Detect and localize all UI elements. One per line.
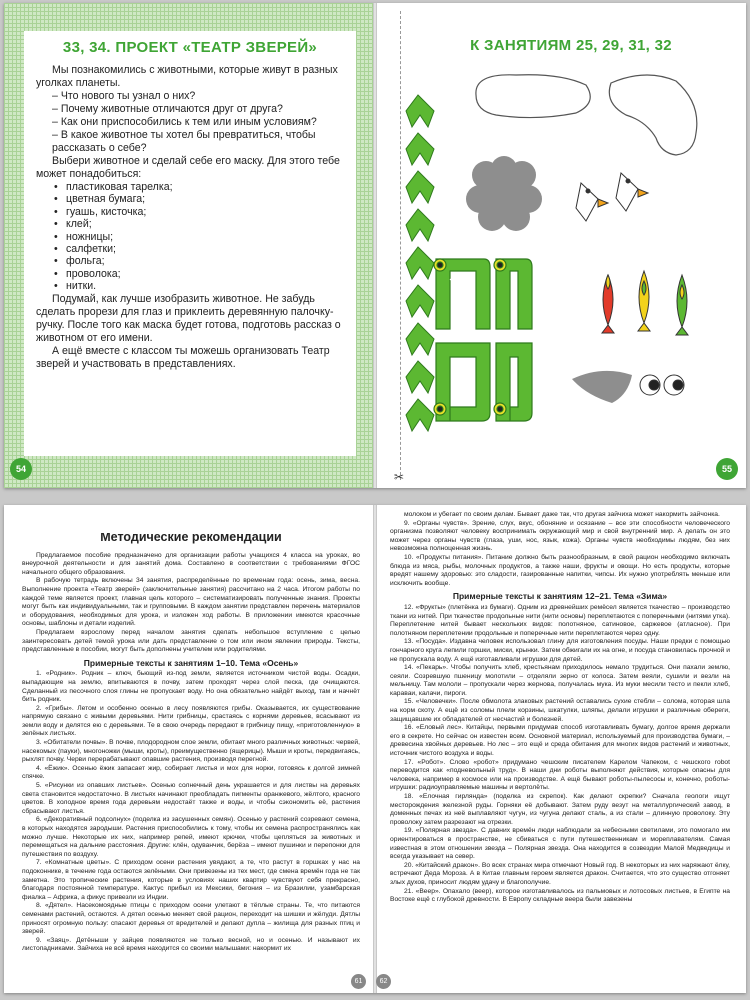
- lesson-text: 3. «Обитатели почвы». В почве, плодородном слое земли, обитает много различных животных: червей, насекомых (пауки), многоножки (мыши, кроты), преимущественно (ящерицы). Мыши и кроты, передвигаясь, рыхлят почву. Черви перерабатывают опавшие растения, производя перегной.: [22, 739, 360, 764]
- page-number: 62: [376, 974, 391, 989]
- lesson-text: 12. «Фрукты» (плетёнка из бумаги). Одним из древнейших ремёсел является ткачество – производство ткани из нитей. При ткачестве продольные нити (нити основы) переплетаются с поперечными (нитями утка). Переплетение нитей бывает нескольких видов: полотняное, сатиновое, саржевое (атласное). При полотняном переплетении продольные и поперечные нити переплетаются через одну.: [390, 603, 730, 637]
- think-text: Подумай, как лучше изобразить животное. Не забудь сделать прорези для глаз и приклеить деревянную палочку-ручку. После того как маска будет готова, подготовь рассказ о животном от его имени.: [36, 292, 341, 344]
- scissors-icon: ✂: [394, 470, 405, 484]
- top-spread: [4, 3, 746, 488]
- lesson-text: 21. «Веер». Опахало (веер), которое изготавливалось из пальмовых и лотосовых листьев, в Египте на Востоке ещё с глубокой древности. В Европу складные веера были завезены: [390, 887, 730, 904]
- material-item: • пластиковая тарелка;: [36, 181, 344, 193]
- lesson-text: 9. «Органы чувств». Зрение, слух, вкус, обоняние и осязание – все эти способности человеческого организма позволяют человеку воспринимать окружающий мир и свой внутренний мир. А делать он это может через органы чувств (глаза, уши, нос, язык, кожа). Органы чувств необходимы людям, без них невозможна полноценная жизнь.: [390, 519, 730, 553]
- beak-template: [572, 371, 632, 403]
- flower-template: [466, 156, 542, 231]
- lesson-text: 15. «Человечки». После обмолота злаковых растений оставались сухие стебли – солома, которая шла на корм скоту. А ещё из соломы плели корзины, шкатулки, шляпы, делали игрушки и различные обереги, защищавшие их обладателей от несчастий и болезней.: [390, 698, 730, 723]
- seagull-template: [576, 173, 648, 221]
- question-3: – Как они приспособились к тем или иным условиям?: [52, 116, 317, 128]
- lesson-text: 4. «Ёжик». Осенью ёжик запасает жир, собирает листья и мох для норки, готовясь к долгой зимней спячке.: [22, 764, 360, 781]
- section-title: Методические рекомендации: [100, 533, 282, 544]
- continuation-text: молоком и убегает по своим делам. Бывает даже так, что другая зайчиха может накормить зайчонка.: [404, 511, 720, 518]
- subsection-title: Примерные тексты к занятиям 12–21. Тема «Зима»: [452, 591, 668, 602]
- paragraph: В рабочую тетрадь включены 34 занятия, распределённые по временам года: осень, зима, весна. Выполнение проекта «Театр зверей» (заключительные занятия) рассчитано на 2 часа. Итогом работы по каждой теме является проект, главная цель которого – систематизировать полученные знания. Проекты могут быть как индивидуальными, так и групповыми. В каждом занятии представлен перечень материалов и оборудования, необходимых для урока, и изложен ход работы. В приложении имеются красочные основы, шаблоны и детали изделий.: [22, 577, 360, 628]
- page-title: 33, 34. ПРОЕКТ «ТЕАТР ЗВЕРЕЙ»: [62, 39, 318, 56]
- page-54: [4, 3, 374, 488]
- page-55: [376, 3, 746, 488]
- lesson-text: 13. «Посуда». Издавна человек использовал глину для изготовления посуды. Наши предки с помощью гончарного круга лепили горшки, миски, крынки. Затем обжигали их на огне, и посуда становилась прочной и не пропускала воду. А ещё изготавливали игрушки для детей.: [390, 638, 730, 663]
- material-item: • цветная бумага;: [36, 193, 344, 205]
- lesson-text: 16. «Еловый лес». Китайцы, первыми придумав способ изготавливать бумагу, долгое время держали его в секрете. Но сейчас он известен всем. Основной материал, используемый для производства бумаги, – древесина хвойных деревьев. Но лес – это ещё и среда обитания для многих видов растений и животных, источник чистого воздуха и воды.: [390, 724, 730, 758]
- fish-template: [602, 271, 688, 335]
- lesson-text: 19. «Полярная звезда». С давних времён люди наблюдали за небесными светилами, это помогало им ориентироваться в пространстве, не сбиваться с пути путешественникам и мореплавателям. Самая известная в этом отношении звезда – Полярная звезда. Она находится в созвездии Малой Медведицы и всегда указывает на север.: [390, 827, 730, 861]
- question-2: – Почему животные отличаются друг от друга?: [52, 103, 283, 115]
- lesson-text: 5. «Рисунки из опавших листьев». Осенью солнечный день украшается и для листвы на деревьях света становится недостаточно. В листьях начинают преобладать пигменты оранжевого, жёлтого, красного цветов. В холодное время года деревьям недостаёт также и воды, и чтобы сэкономить её, растения сбрасывают листья.: [22, 782, 360, 815]
- material-item: • нитки.: [36, 280, 344, 292]
- lesson-text: 2. «Грибы». Летом и особенно осенью в лесу появляются грибы. Оказывается, их существование напрямую связано с живыми деревьями. Нити грибницы, срастаясь с корнями деревьев, всасывают из земли воду и делятся ею с деревьями. Те в свою очередь передают в грибницу пищу, «приготовленную» в зелёных листьях.: [22, 704, 360, 738]
- lesson-text: 7. «Комнатные цветы». С приходом осени растения увядают, а те, что растут в горшках у нас на подоконнике, в течение года остаются зелёными. Они привезены из тех мест, где смена времён года не так заметна. Это тропические растения, которые в условиях наших квартир чувствуют себя прекрасно, благодаря постоянной температуре. Кактус прибыл из Мексики, бегония – из Бразилии, узамбарская фиалка – Африка, а фикус привезли из Индии.: [22, 859, 360, 901]
- question-1: – Что нового ты узнал о них?: [52, 90, 196, 102]
- page-title: К ЗАНЯТИЯМ 25, 29, 31, 32: [470, 37, 672, 54]
- bottom-spread: [4, 505, 746, 993]
- lesson-text: 20. «Китайский дракон». Во всех странах мира отмечают Новый год. В некоторых из них наряжают ёлку, встречают Деда Мороза. А в Китае главным героем является дракон. Считается, что это существо отгоняет злых духов, приносит людям удачу и благополучие.: [390, 861, 730, 886]
- page-61-text: [22, 533, 360, 953]
- material-item: • салфетки;: [36, 243, 344, 255]
- lesson-text: 18. «Елочная гирлянда» (поделка из скрепок). Как делают скрепки? Сначала геологи ищут месторождения железной руды. Горняки её добывают. Затем руду везут на металлургический завод, в доменных печах из неё выплавляют чугун, из чугуна делают сталь, а из стали – длинную проволоку. Эту проволоку затем разрезают на отрезки.: [390, 793, 730, 826]
- lesson-text: 10. «Продукты питания». Питание должно быть разнообразным, в свой рацион необходимо включать блюда из мяса, рыбы, молочных продуктов, а также наши, фрукты и овощи. Но есть продукты, которые вредят нашему здоровью: это сладости, газированные напитки, чипсы. Их нужно употреблять меньше или исключить вообще.: [390, 553, 730, 587]
- lesson-text: 1. «Родник». Родник – ключ, бьющий из-под земли, является источником чистой воды. Осадки, выпадающие на землю, впитываются в почву, затем проходят через слой песка, где очищаются. Сделанный из песочного слоя глины не пропускает воду. Но она обязательно найдёт выход, там и начнёт бить родник.: [22, 670, 360, 704]
- lesson-text: 6. «Декоративный подсолнух» (поделка из засушенных семян). Осенью у растений созревают семена, в которых находятся зародыши. Растения приспособились к тому, чтобы их семена распространялись как можно лучше. Некоторые их них, например репей, имеют крючки, чтобы цепляться за животных и перемещаться на дальние расстояния. Другие: клён, одуванчик, берёза – имеют пушинки и перепонки для путешествия по воздуху.: [22, 816, 360, 858]
- cloud-template: [476, 75, 590, 118]
- project-textbox: [24, 31, 356, 456]
- leaf-templates: [406, 95, 434, 431]
- material-item: • гуашь, кисточка;: [36, 206, 344, 218]
- material-item: • фольга;: [36, 255, 344, 267]
- lesson-text: 14. «Пекарь». Чтобы получить хлеб, крестьянам приходилось немало трудиться. Они пахали землю, сеяли. Созревшую пшеницу молотили – отделяли зерно от колоса. Затем веяли, сушили и везли на мельницу. Там мололи – пропускали через жернова, получалась мука. Из муки месили тесто и пекли хлеб, караваи, калачи, пироги.: [390, 664, 730, 697]
- page-number: 55: [716, 458, 738, 480]
- crocodile-template: [434, 259, 532, 421]
- lesson-text: 8. «Дятел». Насекомоядные птицы с приходом осени улетают в тёплые страны. Те, что питаются семенами растений, остаются. А дятел осенью меняет свой рацион, переходит на шишки и жёлуди. Дятлы приносят огромную пользу: спасают деревья от вредителей и делают дупла – жилища для разных птиц и зверей.: [22, 902, 360, 936]
- templates-sheet: [376, 3, 746, 488]
- material-item: • ножницы;: [36, 231, 344, 243]
- choose-text: Выбери животное и сделай себе его маску. Для этого тебе может понадобиться:: [36, 155, 340, 180]
- page-62-text: [390, 511, 730, 973]
- page-62: [376, 505, 746, 993]
- paragraph: Предлагаем взрослому перед началом занятия сделать небольшое вступление с целью заинтересовать детей темой урока или дать представление о том или ином явлении природы. Тексты, представленные в пособии, могут быть дополнены учителем или родителями.: [22, 628, 360, 654]
- page-number: 54: [10, 458, 32, 480]
- eyes-template: [640, 375, 684, 395]
- cloud-template-2: [609, 75, 697, 155]
- page-number: 61: [351, 974, 366, 989]
- page-61: [4, 505, 374, 993]
- lesson-text: 9. «Заяц». Детёныши у зайцев появляются не только весной, но и осенью. И называют их листопадниками. Зайчиха не всё время находится со своими малышами: накормит их: [22, 936, 360, 953]
- intro-text: Мы познакомились с животными, которые живут в разных уголках планеты.: [36, 64, 338, 89]
- material-item: • проволока;: [36, 268, 344, 280]
- lesson-text: 17. «Робот». Слово «робот» придумано чешским писателем Карелом Чапеком, с чешского robot переводится как «подневольный труд». В наши дни роботы выполняют действия, которые опасны для человека, например в космосе или на производстве. А ещё бывают роботы-пылесосы и, конечно, роботы-игрушки: радиоуправляемые машины и вертолёты.: [390, 758, 730, 792]
- question-4: – В какое животное ты хотел бы превратиться, чтобы рассказать о себе?: [52, 129, 316, 154]
- theatre-text: А ещё вместе с классом ты можешь организовать Театр зверей и участвовать в представлениях.: [36, 344, 330, 370]
- paragraph: Предлагаемое пособие предназначено для организации работы учащихся 4 класса на уроках, во внеурочной деятельности и для занятий дома. Составлено в соответствии с требованиями ФГОС начального общего образования.: [22, 551, 360, 576]
- subsection-title: Примерные тексты к занятиям 1–10. Тема «Осень»: [83, 657, 299, 668]
- material-item: • клей;: [36, 218, 344, 230]
